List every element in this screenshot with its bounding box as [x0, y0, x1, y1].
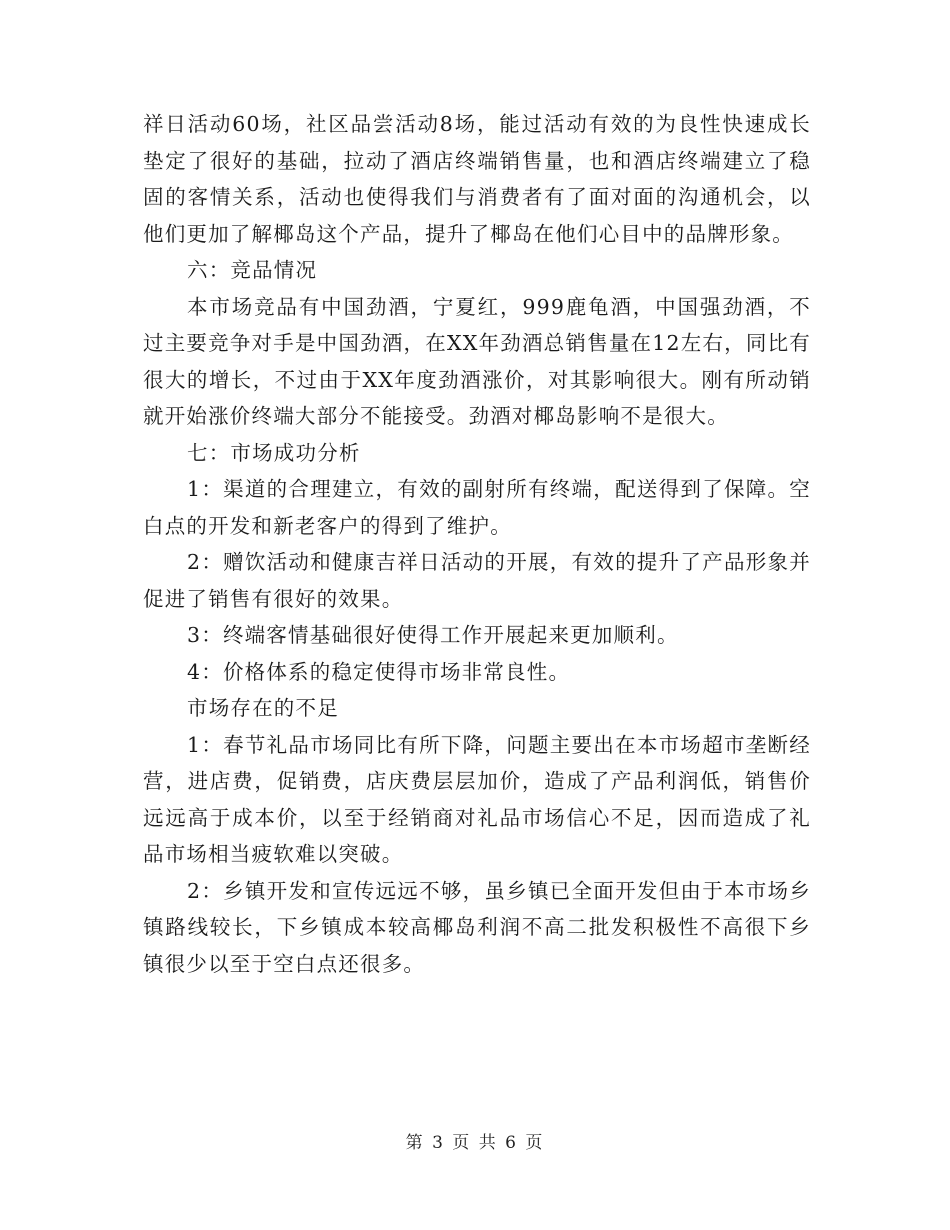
section-heading-shortcomings: 市场存在的不足 [187, 696, 339, 720]
page-number-footer: 第 3 页 共 6 页 [405, 1133, 545, 1153]
paragraph-success-2: 2：赠饮活动和健康吉祥日活动的开展，有效的提升了产品形象并促进了销售有很好的效果。 [143, 550, 811, 611]
paragraph-success-4: 4：价格体系的稳定使得市场非常良性。 [187, 659, 571, 684]
paragraph-continuation: 祥日活动60场，社区品尝活动8场，能过活动有效的为良性快速成长垫定了很好的基础，拉动了酒店终端销售量，也和酒店终端建立了稳固的客情关系，活动也使得我们与消费者有了面对面的沟通机会，以他们更加了解椰岛这个产品，提升了椰岛在他们心目中的品牌形象。 [143, 112, 811, 246]
section-heading-success-analysis: 七：市场成功分析 [187, 440, 361, 465]
paragraph-success-3: 3：终端客情基础很好使得工作开展起来更加顺利。 [187, 623, 679, 647]
paragraph-shortcoming-1: 1：春节礼品市场同比有所下降，问题主要出在本市场超市垄断经营，进店费，促销费，店庆费层层加价，造成了产品利润低，销售价远远高于成本价，以至于经销商对礼品市场信心不足，因而造成了礼品市场相当疲软难以突破。 [143, 732, 811, 866]
section-heading-competitors: 六：竞品情况 [187, 258, 318, 282]
paragraph-success-1: 1：渠道的合理建立，有效的副射所有终端，配送得到了保障。空白点的开发和新老客户的得到了维护。 [143, 477, 811, 538]
paragraph-shortcoming-2: 2：乡镇开发和宣传远远不够，虽乡镇已全面开发但由于本市场乡镇路线较长，下乡镇成本较高椰岛利润不高二批发积极性不高很下乡镇很少以至于空白点还很多。 [143, 878, 811, 976]
document-body [143, 106, 811, 982]
paragraph-competitors: 本市场竞品有中国劲酒，宁夏红，999鹿龟酒，中国强劲酒，不过主要竞争对手是中国劲酒，在XX年劲酒总销售量在12左右，同比有很大的增长，不过由于XX年度劲酒涨价，对其影响很大。刚有所动销就开始涨价终端大部分不能接受。劲酒对椰岛影响不是很大。 [143, 294, 811, 428]
